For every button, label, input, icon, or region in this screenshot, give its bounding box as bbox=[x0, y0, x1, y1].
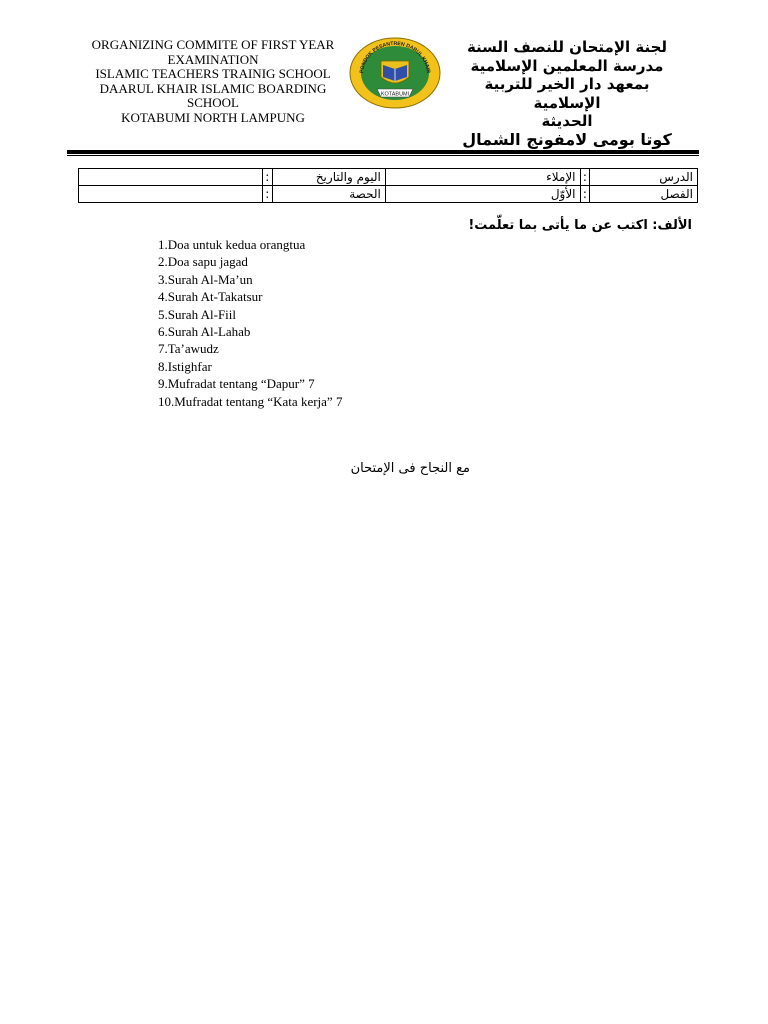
exam-info-table bbox=[78, 168, 698, 203]
english-header-line: EXAMINATION bbox=[167, 51, 259, 67]
arabic-header-line: الحديثة bbox=[541, 112, 593, 130]
list-item: 4.Surah At-Takatsur bbox=[158, 289, 263, 305]
english-header-line: SCHOOL bbox=[186, 95, 239, 110]
english-header-line: ORGANIZING COMMITE OF FIRST YEAR bbox=[91, 37, 335, 52]
list-item: 2.Doa sapu jagad bbox=[158, 254, 248, 270]
instruction-text: الألف: اكتب عن ما يأتى بما تعلّمت! bbox=[468, 218, 692, 233]
english-header bbox=[78, 38, 348, 125]
colon-cell: : bbox=[262, 169, 272, 186]
arabic-header bbox=[448, 38, 686, 149]
list-item: 8.Istighfar bbox=[158, 358, 212, 374]
list-item: 7.Ta’awudz bbox=[158, 341, 219, 357]
english-header-line: KOTABUMI NORTH LAMPUNG bbox=[121, 109, 305, 125]
header-divider-thick bbox=[67, 150, 699, 154]
colon-cell: : bbox=[580, 186, 590, 203]
class-label: الفصل bbox=[590, 186, 698, 203]
list-item: 9.Mufradat tentang “Dapur” 7 bbox=[158, 376, 315, 392]
period-label: الحصة bbox=[272, 186, 385, 203]
list-item: 6.Surah Al-Lahab bbox=[158, 324, 251, 340]
list-item: 1.Doa untuk kedua orangtua bbox=[158, 237, 306, 252]
table-row bbox=[79, 169, 698, 186]
closing-wish: مع النجاح فى الإمتحان bbox=[350, 461, 470, 476]
date-label: اليوم والتاريخ bbox=[272, 169, 385, 186]
english-header-line: ISLAMIC TEACHERS TRAINIG SCHOOL bbox=[95, 66, 331, 81]
school-logo bbox=[349, 37, 441, 109]
logo-banner-text: KOTABUMI bbox=[380, 91, 410, 98]
colon-cell: : bbox=[580, 169, 590, 186]
date-value bbox=[79, 169, 263, 186]
header-divider-thin bbox=[67, 155, 699, 156]
list-item: 5.Surah Al-Fiil bbox=[158, 306, 237, 322]
list-item: 3.Surah Al-Ma’un bbox=[158, 271, 253, 287]
class-value: الأوّل bbox=[385, 186, 580, 203]
arabic-header-line: مدرسة المعلمين الإسلامية bbox=[470, 56, 664, 75]
period-value bbox=[79, 186, 263, 203]
arabic-header-line: بمعهد دار الخير للتربية bbox=[484, 75, 650, 93]
english-header-line: DAARUL KHAIR ISLAMIC BOARDING bbox=[99, 80, 327, 96]
arabic-header-line: كوتا بومى لامفونج الشمال bbox=[462, 129, 672, 149]
question-list bbox=[158, 236, 538, 410]
logo-arc-text: PONDOK PESANTREN DARUL KHAIR bbox=[359, 40, 431, 74]
table-row bbox=[79, 186, 698, 203]
subject-label: الدرس bbox=[590, 169, 698, 186]
colon-cell: : bbox=[262, 186, 272, 203]
arabic-header-line: لجنة الإمتحان للنصف السنة bbox=[466, 38, 668, 56]
arabic-header-line: الإسلامية bbox=[533, 93, 601, 112]
subject-value: الإملاء bbox=[385, 169, 580, 186]
list-item: 10.Mufradat tentang “Kata kerja” 7 bbox=[158, 393, 343, 409]
